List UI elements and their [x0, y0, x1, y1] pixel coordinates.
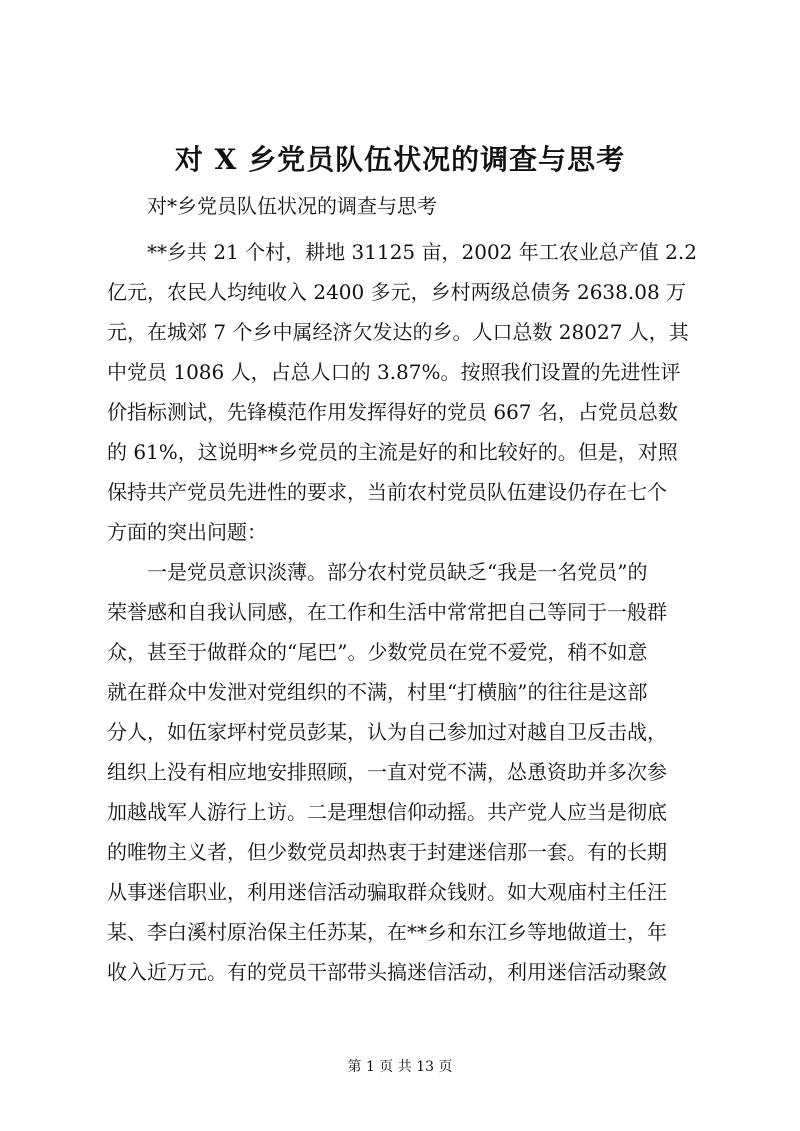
document-subtitle: 对*乡党员队伍状况的调查与思考 [147, 194, 437, 218]
text-line: 组织上没有相应地安排照顾，一直对党不满，怂恿资助并多次参 [107, 760, 667, 784]
text-line: 保持共产党员先进性的要求，当前农村党员队伍建设仍存在七个 [107, 480, 667, 504]
text-line: 亿元，农民人均纯收入 2400 多元，乡村两级总债务 2638.08 万 [107, 280, 687, 304]
text-line: 的 61%，这说明**乡党员的主流是好的和比较好的。但是，对照 [107, 440, 678, 464]
document-title: 对 X 乡党员队伍状况的调查与思考 [174, 143, 626, 176]
text-line: 荣誉感和自我认同感，在工作和生活中常常把自己等同于一般群 [107, 600, 667, 624]
text-line: 一是党员意识淡薄。部分农村党员缺乏“我是一名党员”的 [147, 560, 648, 584]
page-footer: 第 1 页 共 13 页 [347, 1059, 453, 1075]
text-line: 的唯物主义者，但少数党员却热衷于封建迷信那一套。有的长期 [107, 840, 667, 864]
text-line: 方面的突出问题： [107, 520, 267, 544]
text-line: 从事迷信职业，利用迷信活动骗取群众钱财。如大观庙村主任汪 [107, 880, 667, 904]
text-line: 价指标测试，先锋模范作用发挥得好的党员 667 名，占党员总数 [107, 400, 678, 424]
text-line: 元，在城郊 7 个乡中属经济欠发达的乡。人口总数 28027 人，其 [107, 320, 689, 344]
text-line: 加越战军人游行上访。二是理想信仰动摇。共产党人应当是彻底 [107, 800, 667, 824]
text-line: **乡共 21 个村，耕地 31125 亩，2002 年工农业总产值 2.2 [147, 240, 697, 264]
text-line: 众，甚至于做群众的“尾巴”。少数党员在党不爱党，稍不如意 [107, 640, 648, 664]
text-line: 中党员 1086 人，占总人口的 3.87%。按照我们设置的先进性评 [107, 360, 681, 384]
text-line: 分人，如伍家坪村党员彭某，认为自己参加过对越自卫反击战， [107, 720, 667, 744]
text-line: 某、李白溪村原治保主任苏某，在**乡和东江乡等地做道士，年 [107, 920, 667, 944]
text-line: 就在群众中发泄对党组织的不满，村里“打横脑”的往往是这部 [107, 680, 648, 704]
text-line: 收入近万元。有的党员干部带头搞迷信活动，利用迷信活动聚敛 [107, 960, 667, 984]
